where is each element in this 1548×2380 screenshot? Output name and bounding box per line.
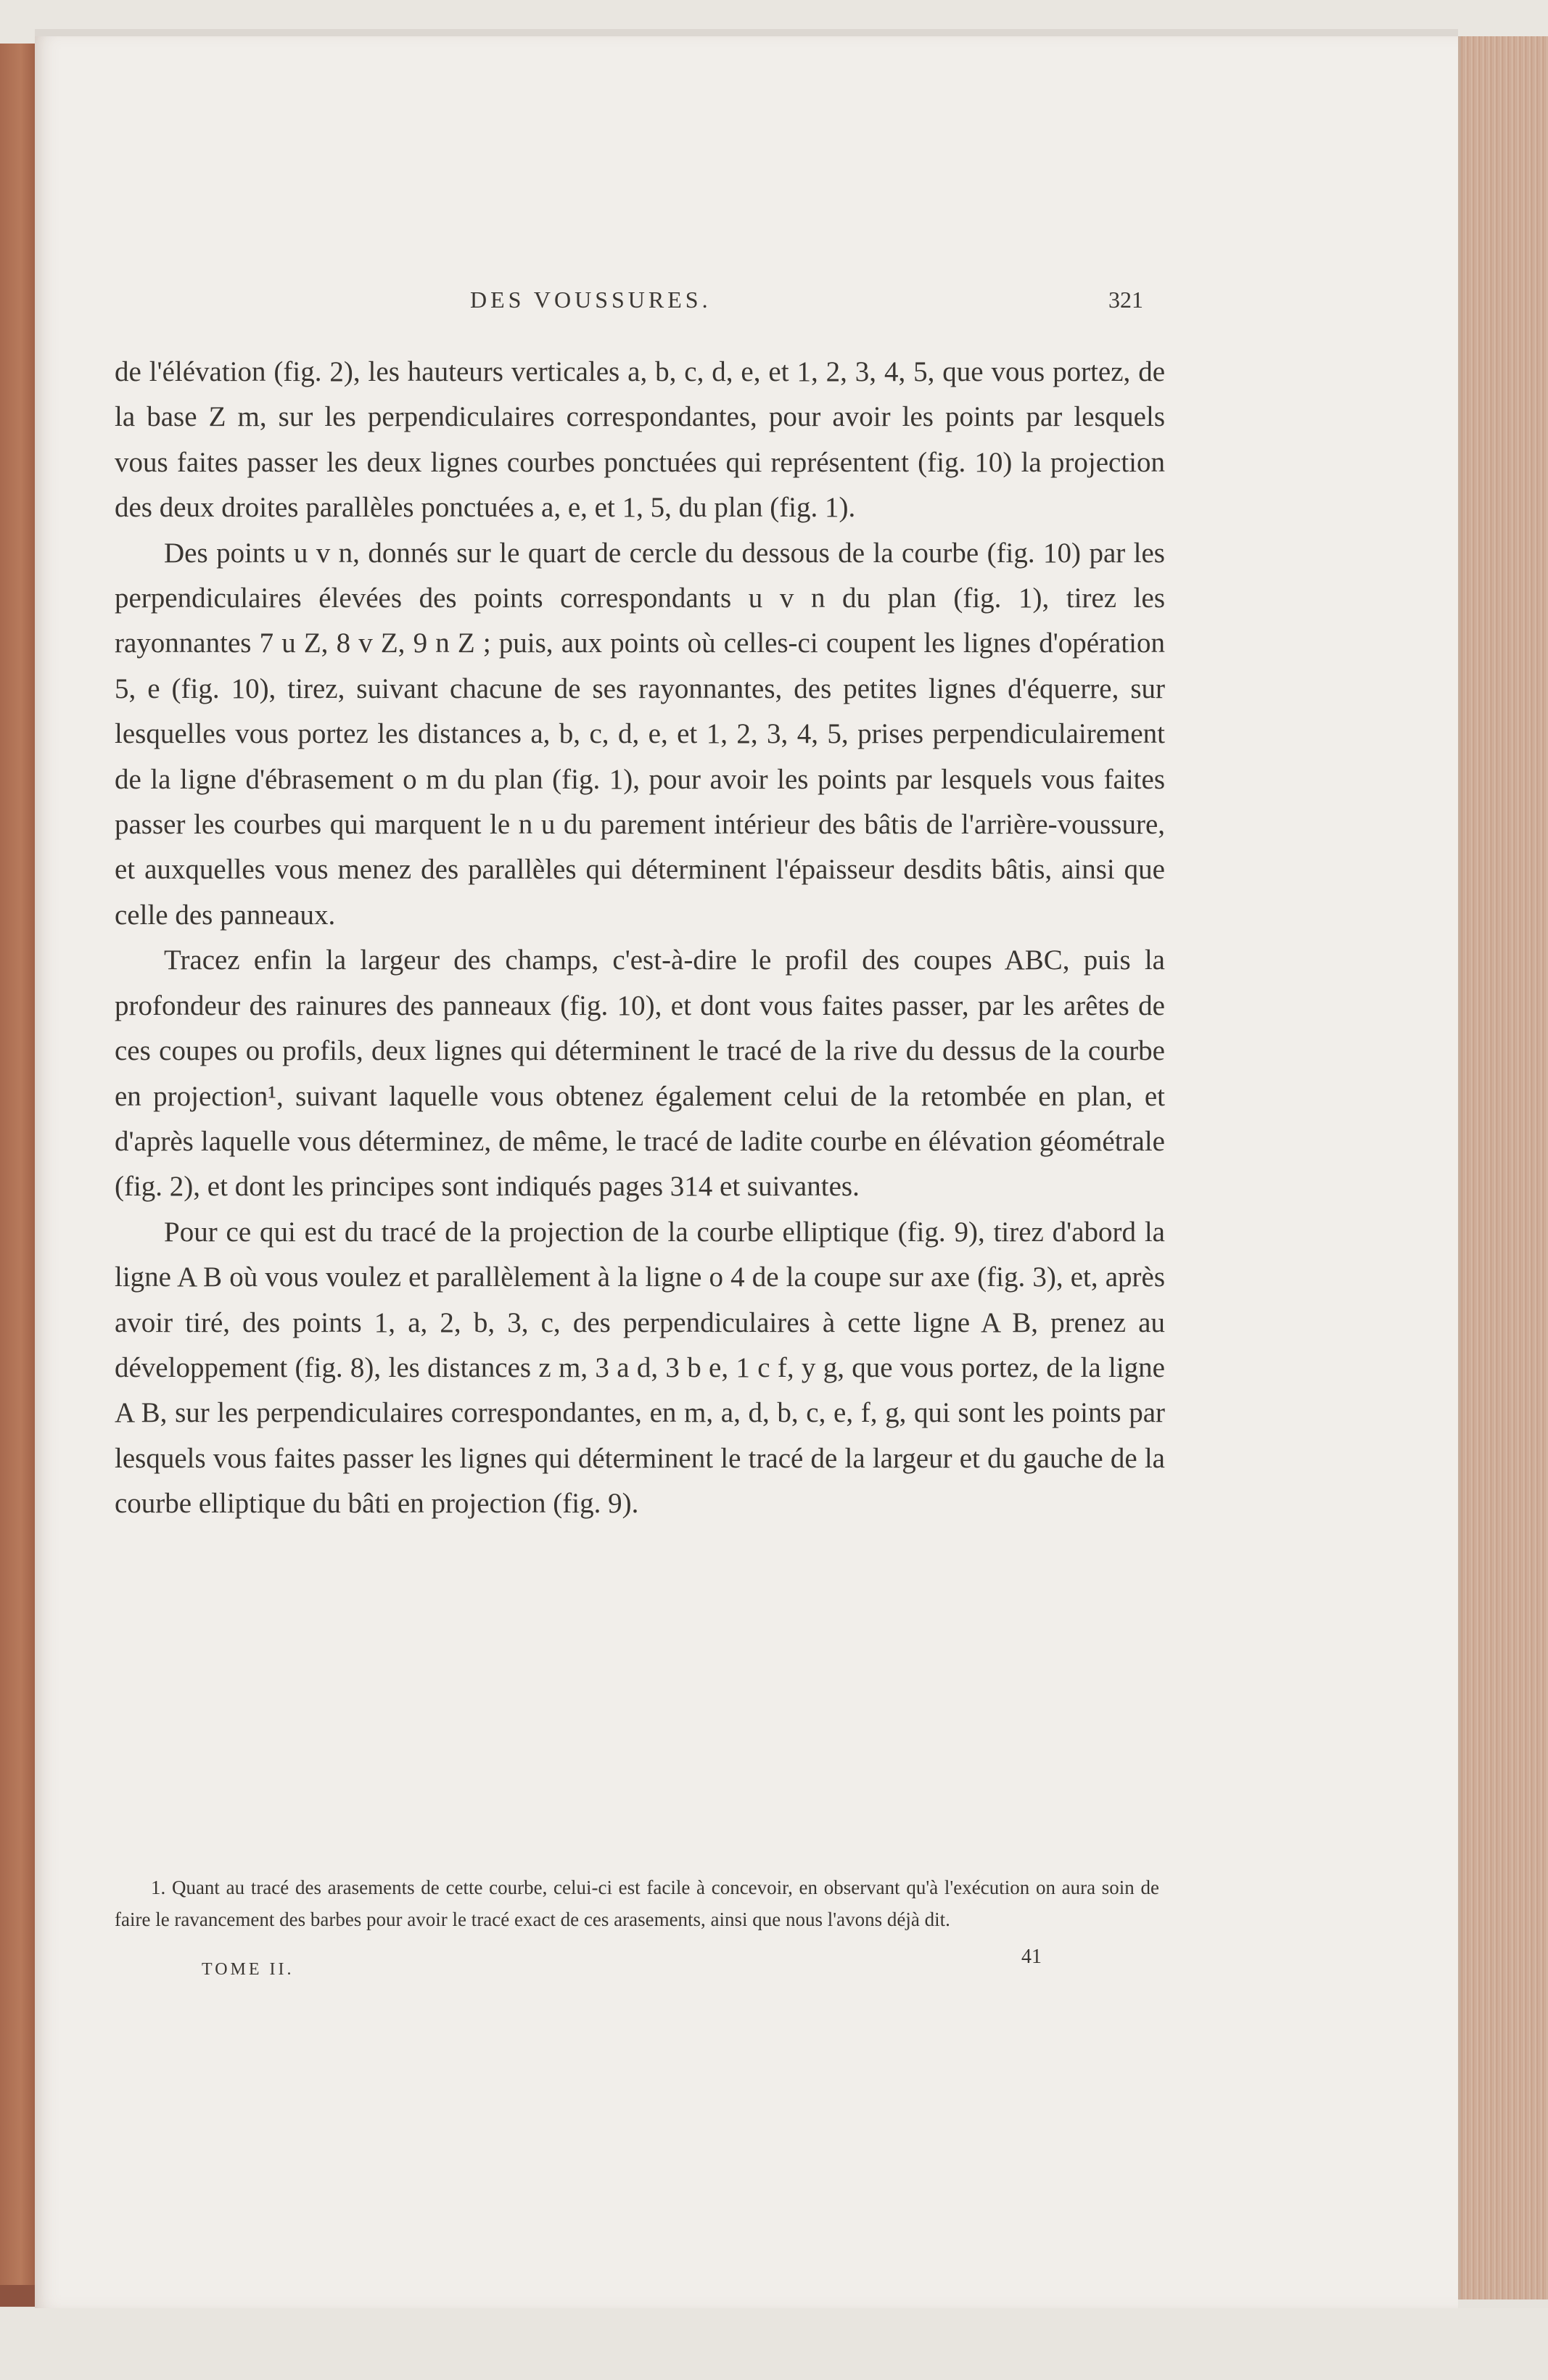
bottom-background	[0, 2308, 1548, 2380]
paragraph: Des points u v n, donnés sur le quart de cercle du dessous de la courbe (fig. 10) par les perpendiculaires élevées des points correspondants u v n du plan (fig. 1), tirez les rayonnantes 7 u Z, 8 v Z, 9 n Z ; puis, aux points où celles-ci coupent les lignes d'opération 5, e (fig. 10), tirez, suivant chacune de ses rayonnantes, des petites lignes d'équerre, sur lesquelles vous portez les distances a, b, c, d, e, et 1, 2, 3, 4, 5, prises perpendiculairement de la ligne d'ébrasement o m du plan (fig. 1), pour avoir les points par lesquels vous faites passer les courbes qui marquent le n u du parement intérieur des bâtis de l'arrière-voussure, et auxquelles vous menez des parallèles qui déterminent l'épaisseur desdits bâtis, ainsi que celle des panneaux.	[115, 537, 1165, 931]
book-board-edge	[0, 44, 38, 2307]
body-text	[115, 350, 1165, 1527]
page-stack	[1458, 36, 1548, 2299]
book-page	[35, 36, 1458, 2308]
footnote: 1. Quant au tracé des arasements de cette courbe, celui-ci est facile à concevoir, en observant qu'à l'exécution on aura soin de faire le ravancement des barbes pour avoir le tracé exact de ces arasements, ainsi que nous l'avons déjà dit.	[115, 1877, 1159, 1930]
paragraph: Pour ce qui est du tracé de la projection de la courbe elliptique (fig. 9), tirez d'abord la ligne A B où vous voulez et parallèlement à la ligne o 4 de la coupe sur axe (fig. 3), et, après avoir tiré, des points 1, a, 2, b, 3, c, des perpendiculaires à cette ligne A B, prenez au développement (fig. 8), les distances z m, 3 a d, 3 b e, 1 c f, y g, que vous portez, de la ligne A B, sur les perpendiculaires correspondantes, en m, a, d, b, c, e, f, g, qui sont les points par lesquels vous faites passer les lignes qui déterminent le tracé de la largeur et du gauche de la courbe elliptique du bâti en projection (fig. 9).	[115, 1216, 1165, 1520]
page-number: 321	[1108, 287, 1143, 313]
signature-number: 41	[1021, 1945, 1042, 1968]
running-title: DES VOUSSURES.	[470, 287, 712, 313]
running-head	[35, 287, 1458, 316]
paragraph: de l'élévation (fig. 2), les hauteurs verticales a, b, c, d, e, et 1, 2, 3, 4, 5, que vous portez, de la base Z m, sur les perpendiculaires correspondantes, pour avoir les points par lesquels vous faites passer les deux lignes courbes ponctuées qui représentent (fig. 10) la projection des deux droites parallèles ponctuées a, e, et 1, 5, du plan (fig. 1).	[115, 356, 1165, 524]
book-board-corner	[0, 2285, 38, 2307]
paragraph: Tracez enfin la largeur des champs, c'est-à-dire le profil des coupes ABC, puis la profondeur des rainures des panneaux (fig. 10), et dont vous faites passer, par les arêtes de ces coupes ou profils, deux lignes qui déterminent le tracé de la rive du dessus de la courbe en projection¹, suivant laquelle vous obtenez également celui de la retombée en plan, et d'après laquelle vous déterminez, de même, le tracé de ladite courbe en élévation géométrale (fig. 2), et dont les principes sont indiqués pages 314 et suivantes.	[115, 944, 1165, 1203]
volume-label: TOME II.	[202, 1960, 295, 1979]
